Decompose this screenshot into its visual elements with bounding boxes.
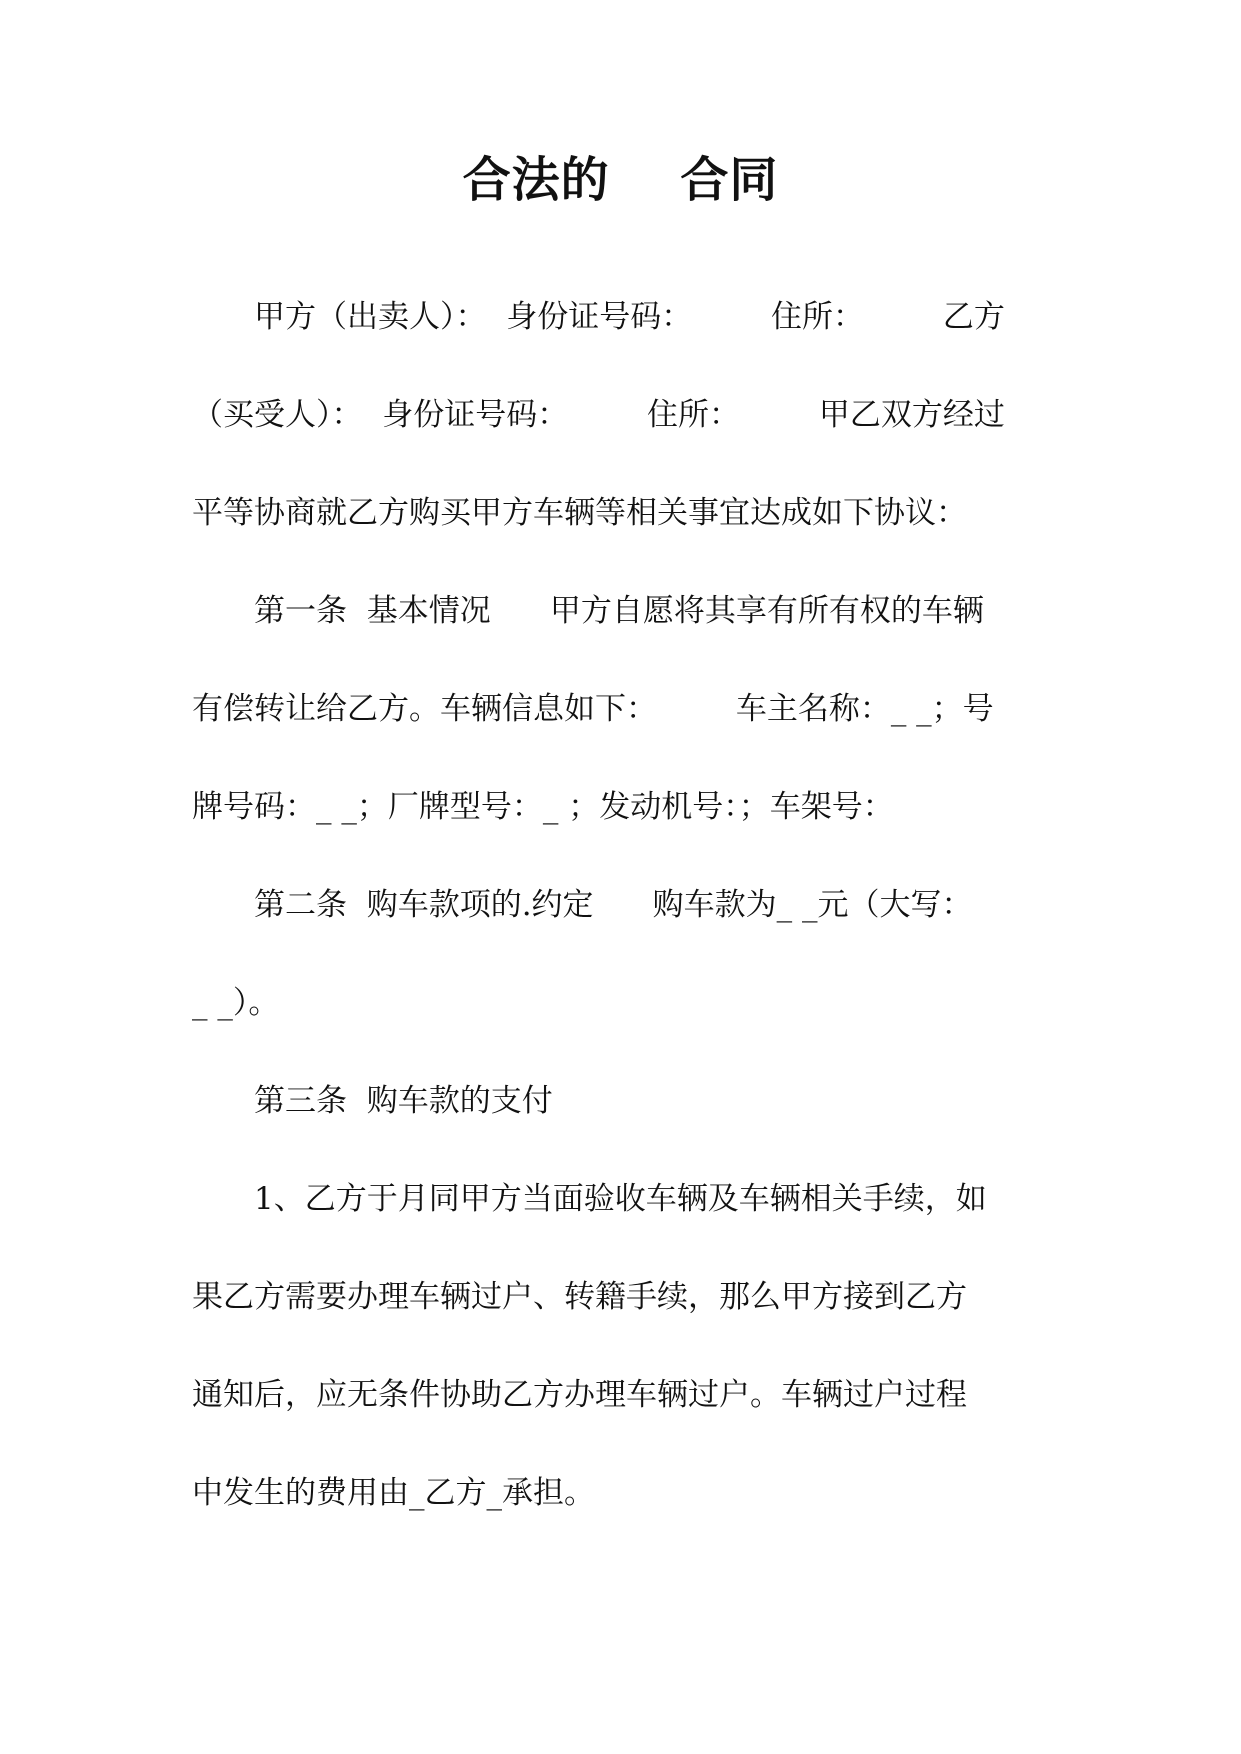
paragraph-line: 中发生的费用由_乙方_承担。 xyxy=(192,1476,595,1511)
document-title: 合法的 合同 xyxy=(462,152,779,208)
paragraph-line: （买受人）： 身份证号码： 住所： 甲乙双方经过 xyxy=(192,398,1005,433)
paragraph-line: _ _）。 xyxy=(192,986,280,1021)
paragraph-line: 平等协商就乙方购买甲方车辆等相关事宜达成如下协议： xyxy=(192,496,967,531)
paragraph-line: 第二条 购车款项的.约定 购车款为_ _元（大写： xyxy=(254,888,973,923)
paragraph-line: 甲方（出卖人）： 身份证号码： 住所： 乙方 xyxy=(254,300,1005,335)
document-body xyxy=(192,300,1050,1574)
paragraph-line: 牌号码：_ _；厂牌型号：_ ；发动机号：；车架号： xyxy=(192,790,894,825)
paragraph-line: 有偿转让给乙方。车辆信息如下： 车主名称：_ _；号 xyxy=(192,692,994,727)
paragraph-line: 通知后，应无条件协助乙方办理车辆过户。车辆过户过程 xyxy=(192,1378,967,1413)
paragraph-line: 第一条 基本情况 甲方自愿将其享有所有权的车辆 xyxy=(254,594,984,629)
paragraph-line: 果乙方需要办理车辆过户、转籍手续，那么甲方接到乙方 xyxy=(192,1280,967,1315)
paragraph-line: 第三条 购车款的支付 xyxy=(254,1084,553,1119)
paragraph-line: 1、乙方于月同甲方当面验收车辆及车辆相关手续，如 xyxy=(254,1182,987,1217)
